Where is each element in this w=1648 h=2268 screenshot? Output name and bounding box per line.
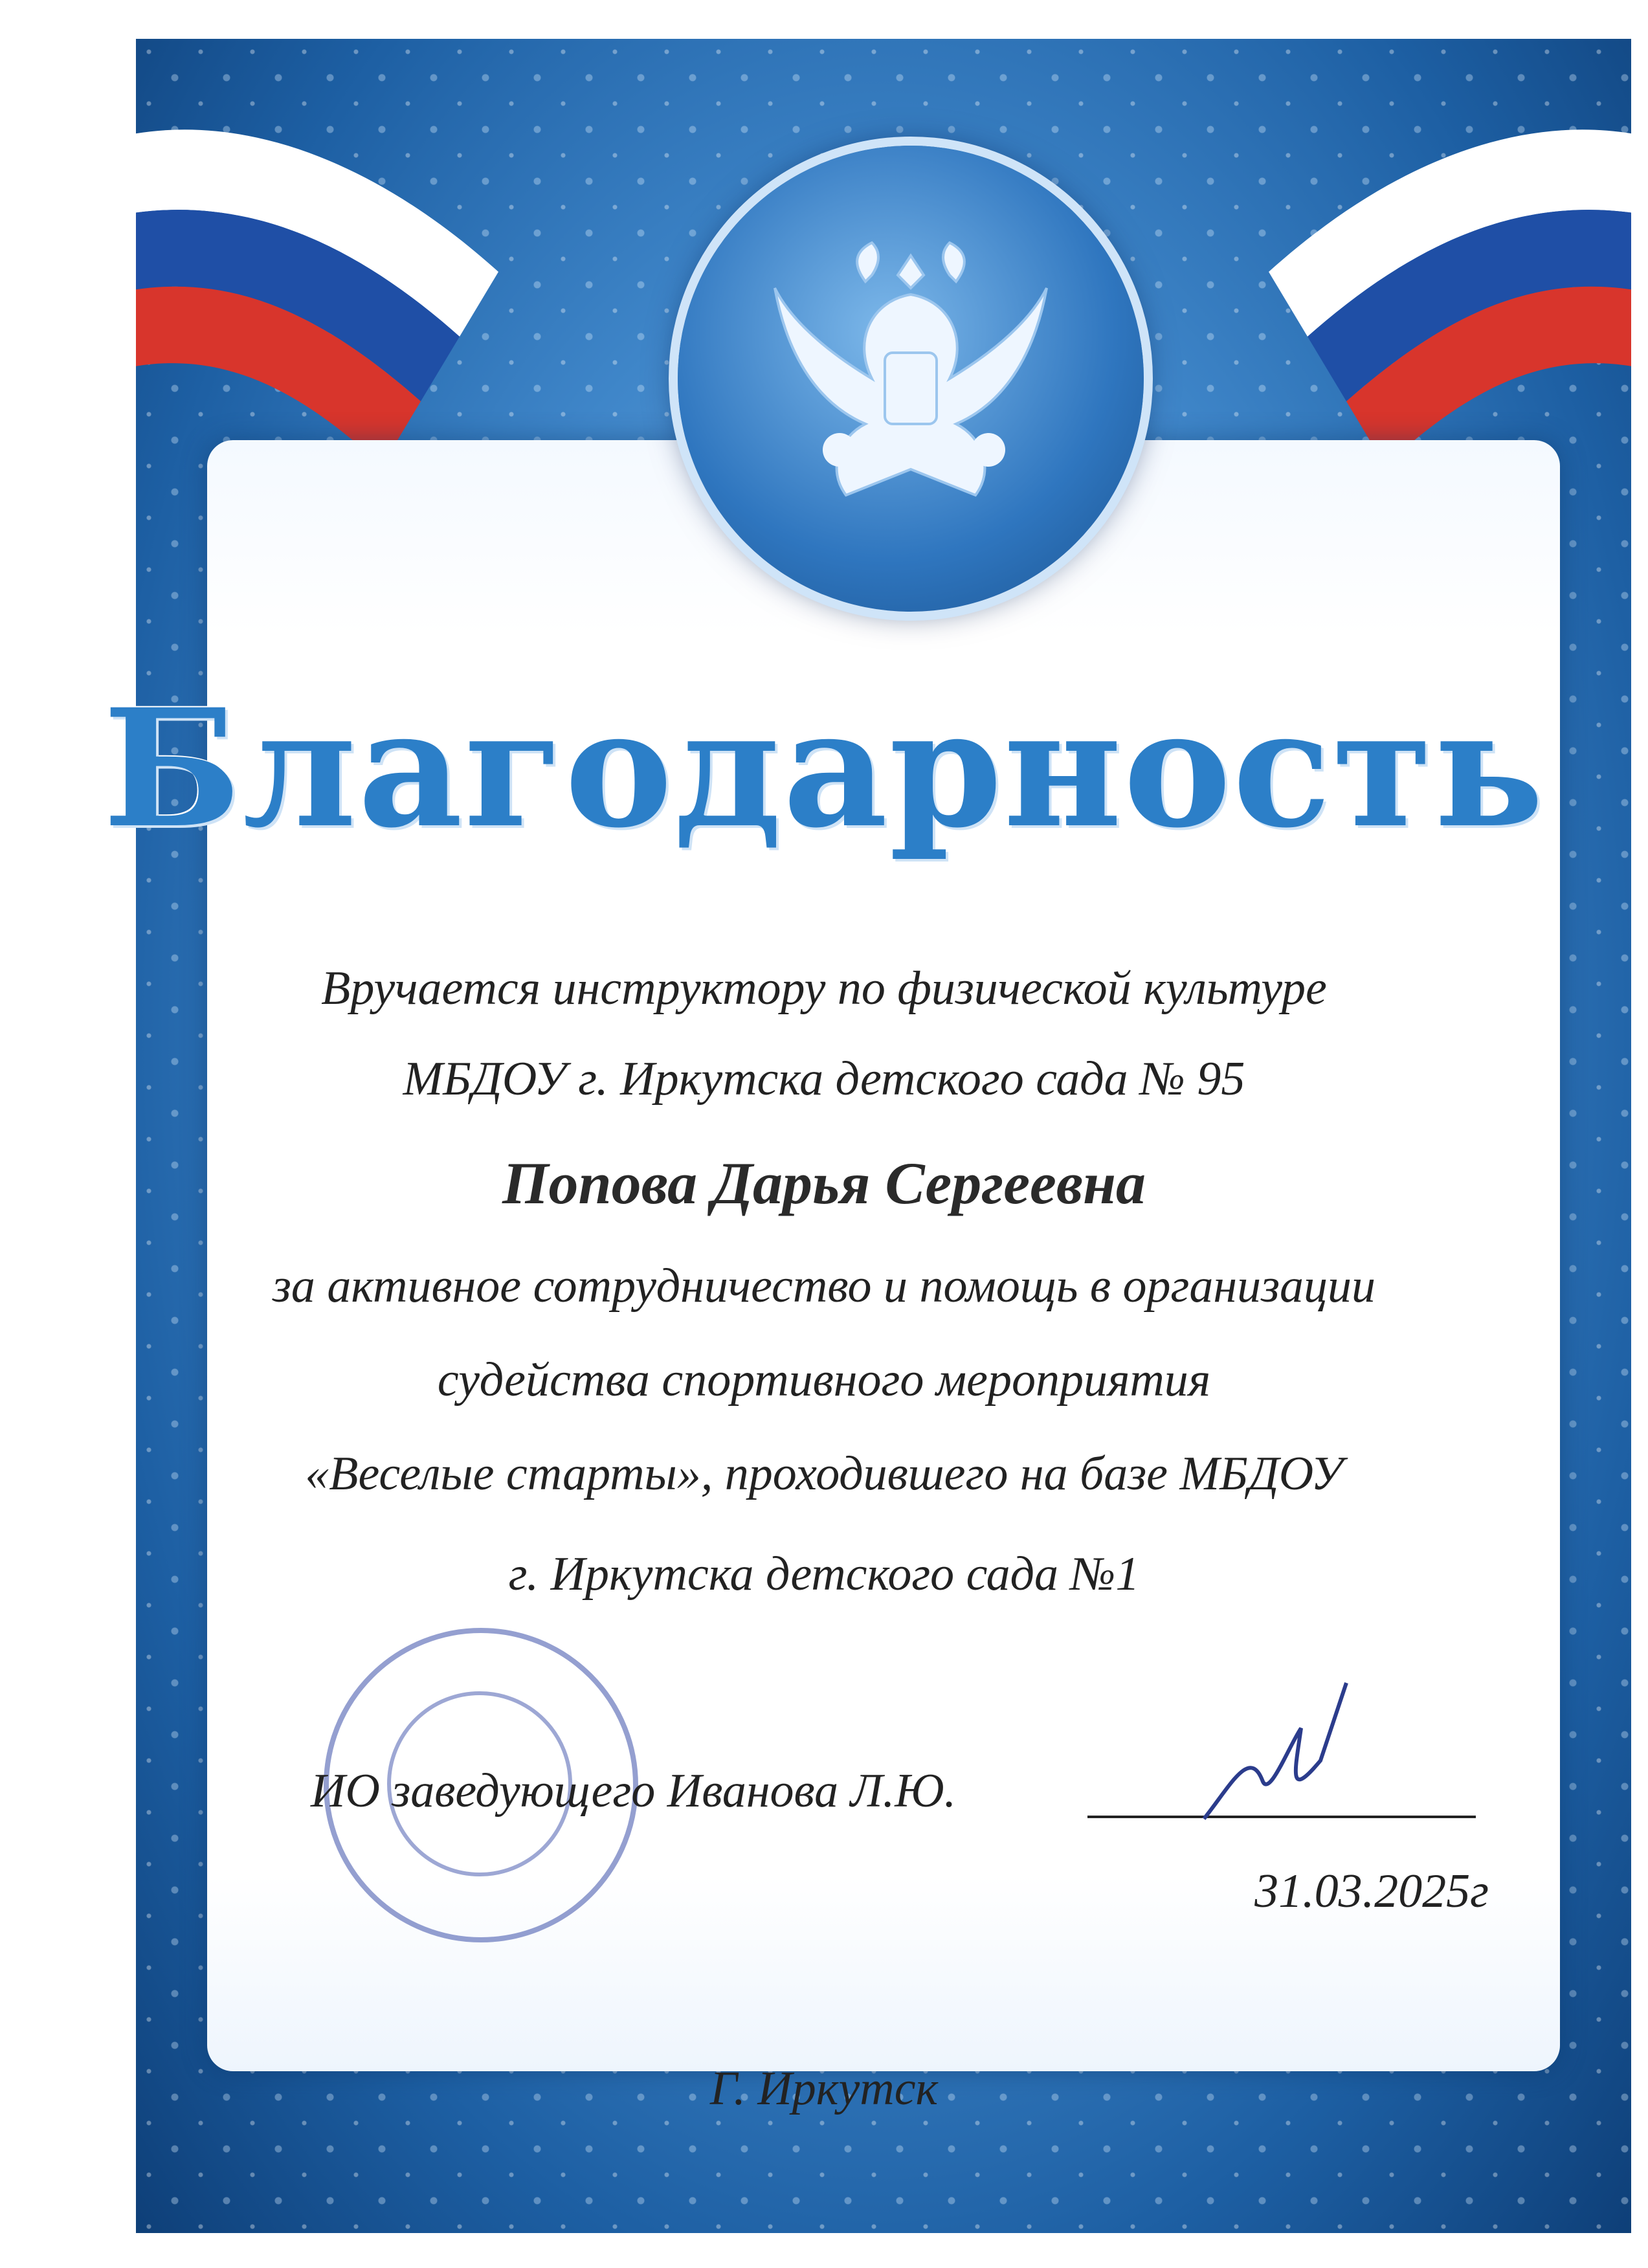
issue-date: 31.03.2025г (1254, 1865, 1489, 1918)
reason-line-3: «Веселые старты», проходившего на базе МБДОУ (305, 1447, 1343, 1500)
handwritten-signature (1191, 1670, 1359, 1838)
recipient-name: Попова Дарья Сергеевна (502, 1150, 1146, 1216)
signatory: ИО заведующего Иванова Л.Ю. (311, 1764, 957, 1818)
issue-city: Г. Иркутск (709, 2062, 939, 2115)
award-line-1: Вручается инструктору по физической культуре (321, 962, 1327, 1015)
reason-line-2: судейства спортивного мероприятия (437, 1353, 1211, 1406)
russian-coat-of-arms-icon (678, 146, 1144, 612)
reason-line-4: г. Иркутска детского сада №1 (508, 1548, 1140, 1601)
reason-line-1: за активное сотрудничество и помощь в организации (273, 1260, 1375, 1313)
certificate-title: Благодарность (103, 673, 1545, 863)
award-line-2: МБДОУ г. Иркутска детского сада № 95 (403, 1052, 1245, 1106)
